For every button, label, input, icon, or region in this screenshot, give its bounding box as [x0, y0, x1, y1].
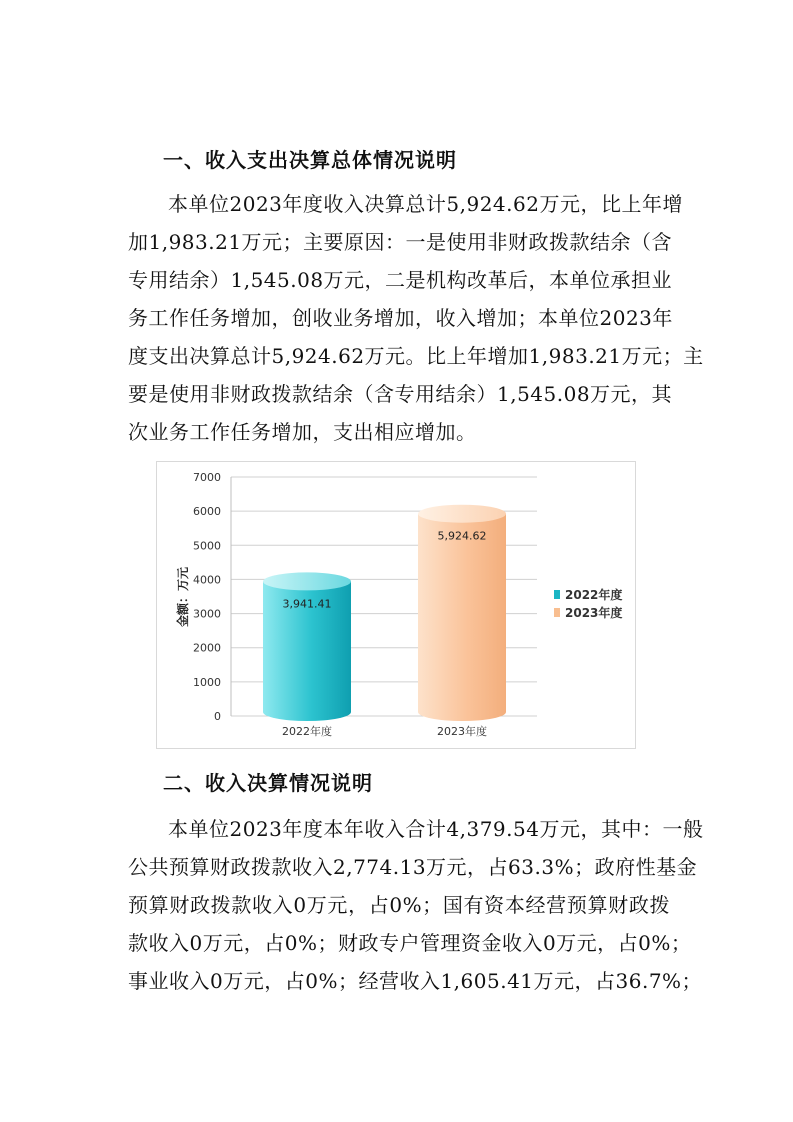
chart-y-axis: [193, 471, 231, 723]
y-tick-label: 7000: [193, 471, 221, 484]
y-tick-label: 2000: [193, 641, 221, 655]
bar-top-2023年度: [418, 505, 506, 523]
paragraph-line: 次业务工作任务增加，支出相应增加。: [128, 420, 477, 444]
section1-paragraph: [128, 185, 704, 451]
y-tick-label: 1000: [193, 675, 221, 689]
y-tick-label: 0: [214, 710, 221, 723]
y-tick-label: 3000: [193, 607, 221, 621]
legend-label: 2023年度: [565, 606, 623, 620]
paragraph-line: 预算财政拨款收入0万元，占0%；国有资本经营预算财政拨: [128, 893, 670, 917]
paragraph-line: 本单位2023年度本年收入合计4,379.54万元，其中：一般: [168, 817, 704, 841]
section1-heading: 一、收入支出决算总体情况说明: [163, 148, 457, 172]
paragraph-line: 加1,983.21万元；主要原因：一是使用非财政拨款结余（含: [128, 230, 673, 254]
y-tick-label: 5000: [193, 539, 221, 553]
x-tick-label: 2022年度: [282, 725, 332, 738]
y-tick-label: 4000: [193, 573, 221, 587]
bar-2023年度: [418, 514, 506, 721]
paragraph-line: 要是使用非财政拨款结余（含专用结余）1,545.08万元，其: [128, 382, 673, 406]
paragraph-line: 公共预算财政拨款收入2,774.13万元，占63.3%；政府性基金: [128, 855, 698, 879]
paragraph-line: 专用结余）1,545.08万元，二是机构改革后，本单位承担业: [128, 268, 673, 292]
chart-x-axis: [282, 724, 487, 738]
chart-legend: [554, 587, 622, 620]
legend-swatch: [554, 608, 560, 617]
chart-canvas: [157, 462, 635, 748]
bar-top-2022年度: [263, 572, 351, 590]
paragraph-line: 事业收入0万元，占0%；经营收入1,605.41万元，占36.7%；: [128, 969, 703, 993]
y-axis-label: 金额：万元: [176, 566, 190, 628]
paragraph-line: 务工作任务增加，创收业务增加，收入增加；本单位2023年: [128, 306, 673, 330]
paragraph-line: 本单位2023年度收入决算总计5,924.62万元，比上年增: [168, 192, 683, 216]
paragraph-line: 度支出决算总计5,924.62万元。比上年增加1,983.21万元；主: [128, 344, 704, 368]
section2-paragraph: [128, 810, 704, 1000]
y-tick-label: 6000: [193, 505, 221, 519]
section2-heading: 二、收入决算情况说明: [163, 771, 373, 795]
data-label: 3,941.41: [282, 597, 332, 611]
chart-bars: [263, 505, 506, 721]
legend-label: 2022年度: [565, 588, 623, 602]
x-tick-label: 2023年度: [437, 725, 487, 738]
legend-swatch: [554, 590, 560, 599]
paragraph-line: 款收入0万元，占0%；财政专户管理资金收入0万元，占0%；: [128, 931, 692, 955]
data-label: 5,924.62: [437, 529, 487, 543]
revenue-comparison-chart: [156, 461, 636, 749]
